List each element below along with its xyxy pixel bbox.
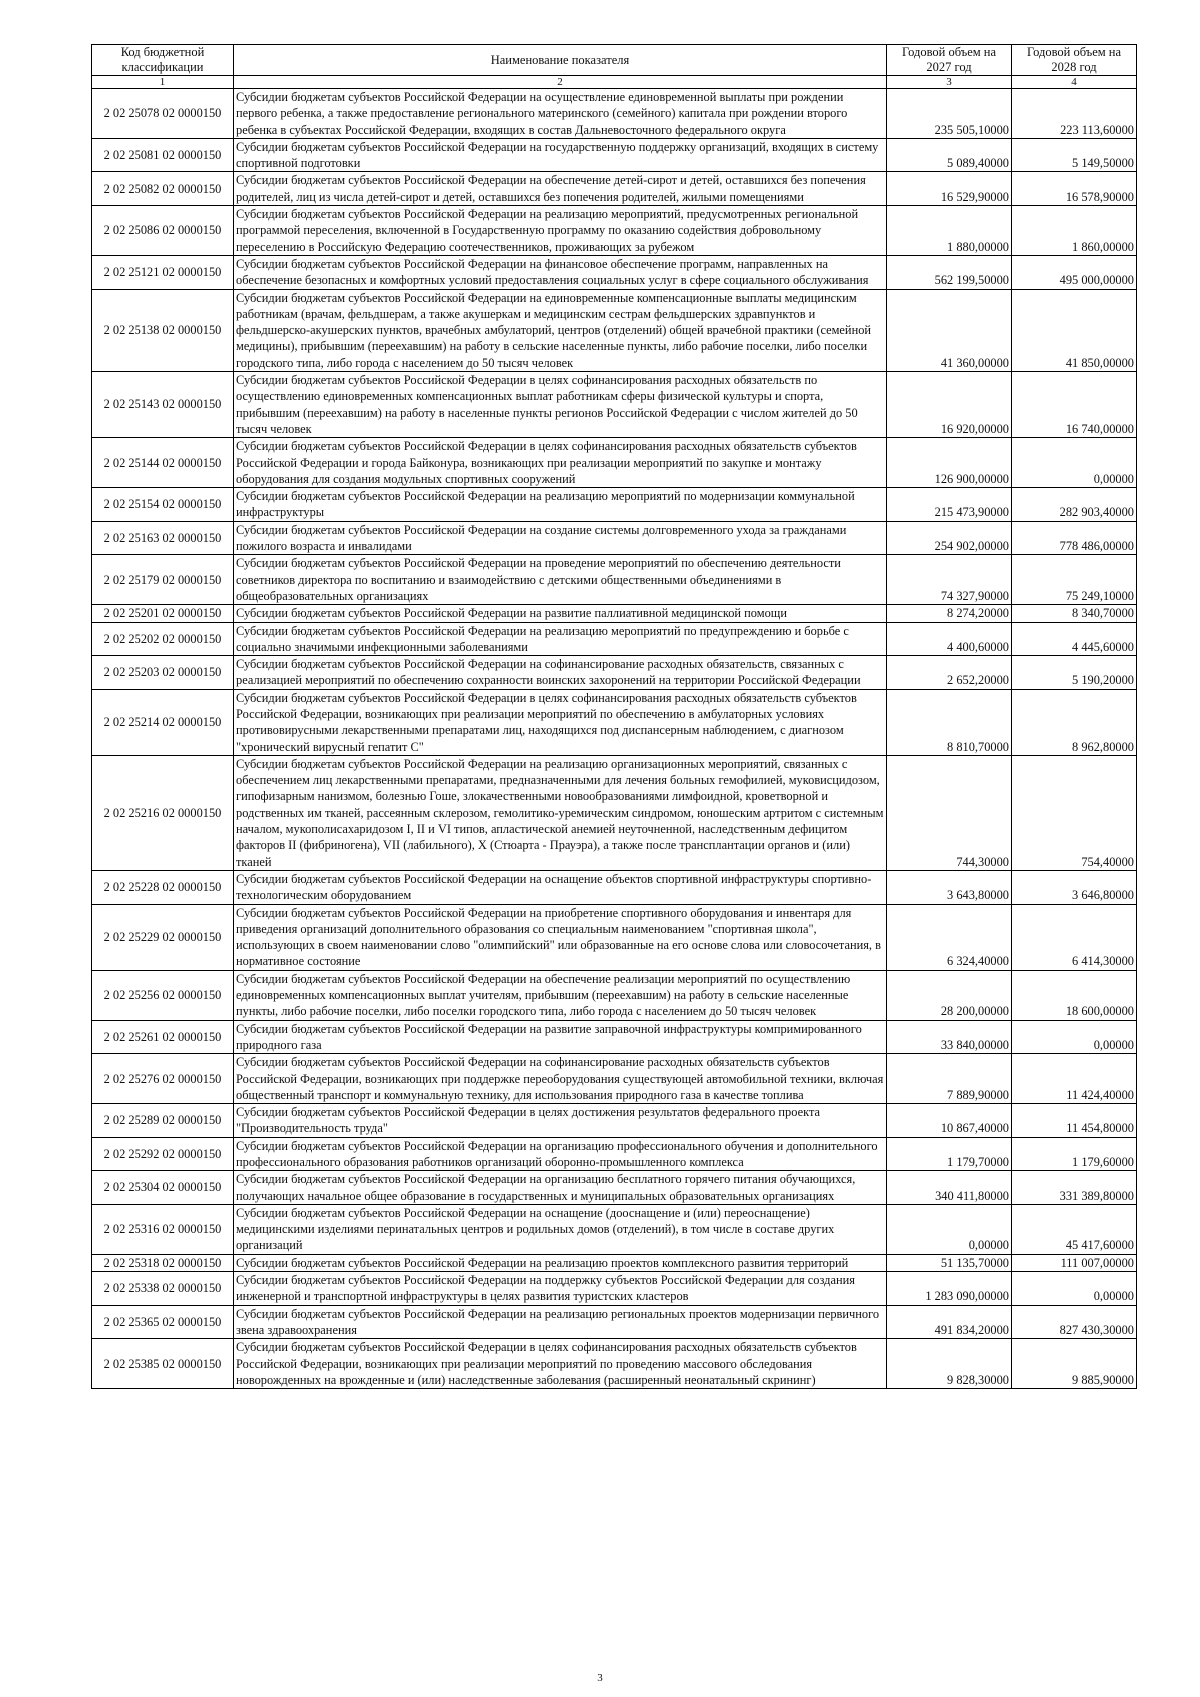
volume-2028-cell: 11 454,80000 <box>1012 1104 1137 1138</box>
volume-2028-cell: 827 430,30000 <box>1012 1305 1137 1339</box>
indicator-name-cell: Субсидии бюджетам субъектов Российской Федерации на проведение мероприятий по обеспечению деятельности советников директора по воспитанию и взаимодействию с детскими общественными объединениями в общеобразовательных организациях <box>234 555 887 605</box>
volume-2028-cell: 223 113,60000 <box>1012 89 1137 139</box>
indicator-name-cell: Субсидии бюджетам субъектов Российской Федерации в целях софинансирования расходных обязательств субъектов Российской Федерации и города Байконура, возникающих при реализации мероприятий по закупке и монтажу оборудования для создания модульных спортивных сооружений <box>234 438 887 488</box>
table-row <box>92 1137 1137 1171</box>
table-row <box>92 1204 1137 1254</box>
indicator-name-cell: Субсидии бюджетам субъектов Российской Федерации на реализацию региональных проектов модернизации первичного звена здравоохранения <box>234 1305 887 1339</box>
column-number: 3 <box>887 76 1012 89</box>
volume-2027-cell: 28 200,00000 <box>887 970 1012 1020</box>
column-number: 1 <box>92 76 234 89</box>
budget-code-cell: 2 02 25304 02 0000150 <box>92 1171 234 1205</box>
volume-2028-cell: 3 646,80000 <box>1012 870 1137 904</box>
budget-code-cell: 2 02 25086 02 0000150 <box>92 206 234 256</box>
budget-code-cell: 2 02 25385 02 0000150 <box>92 1339 234 1389</box>
volume-2028-cell: 8 962,80000 <box>1012 689 1137 755</box>
table-header <box>92 45 1137 89</box>
volume-2028-cell: 8 340,70000 <box>1012 605 1137 622</box>
volume-2027-cell: 8 810,70000 <box>887 689 1012 755</box>
budget-code-cell: 2 02 25256 02 0000150 <box>92 970 234 1020</box>
volume-2027-cell: 16 529,90000 <box>887 172 1012 206</box>
table-row <box>92 1339 1137 1389</box>
budget-code-cell: 2 02 25201 02 0000150 <box>92 605 234 622</box>
indicator-name-cell: Субсидии бюджетам субъектов Российской Федерации на развитие заправочной инфраструктуры компримированного природного газа <box>234 1020 887 1054</box>
budget-code-cell: 2 02 25214 02 0000150 <box>92 689 234 755</box>
table-row <box>92 89 1137 139</box>
table-row <box>92 521 1137 555</box>
budget-code-cell: 2 02 25082 02 0000150 <box>92 172 234 206</box>
volume-2027-cell: 9 828,30000 <box>887 1339 1012 1389</box>
budget-code-cell: 2 02 25143 02 0000150 <box>92 372 234 438</box>
budget-code-cell: 2 02 25216 02 0000150 <box>92 755 234 870</box>
volume-2027-cell: 254 902,00000 <box>887 521 1012 555</box>
indicator-name-cell: Субсидии бюджетам субъектов Российской Федерации на развитие паллиативной медицинской помощи <box>234 605 887 622</box>
volume-2027-cell: 744,30000 <box>887 755 1012 870</box>
budget-code-cell: 2 02 25179 02 0000150 <box>92 555 234 605</box>
table-row <box>92 970 1137 1020</box>
volume-2028-cell: 9 885,90000 <box>1012 1339 1137 1389</box>
indicator-name-cell: Субсидии бюджетам субъектов Российской Федерации на организацию профессионального обучения и дополнительного профессионального образования работников организаций оборонно-промышленного комплекса <box>234 1137 887 1171</box>
table-row <box>92 488 1137 522</box>
table-row <box>92 904 1137 970</box>
table-row <box>92 622 1137 656</box>
budget-code-cell: 2 02 25163 02 0000150 <box>92 521 234 555</box>
volume-2028-cell: 4 445,60000 <box>1012 622 1137 656</box>
budget-code-cell: 2 02 25144 02 0000150 <box>92 438 234 488</box>
budget-code-cell: 2 02 25229 02 0000150 <box>92 904 234 970</box>
budget-code-cell: 2 02 25078 02 0000150 <box>92 89 234 139</box>
table-row <box>92 605 1137 622</box>
volume-2028-cell: 45 417,60000 <box>1012 1204 1137 1254</box>
document-page <box>91 44 1136 1389</box>
volume-2028-cell: 111 007,00000 <box>1012 1254 1137 1271</box>
indicator-name-cell: Субсидии бюджетам субъектов Российской Федерации на поддержку субъектов Российской Федерации для создания инженерной и транспортной инфраструктуры в целях развития туристских кластеров <box>234 1272 887 1306</box>
volume-2028-cell: 5 149,50000 <box>1012 138 1137 172</box>
indicator-name-cell: Субсидии бюджетам субъектов Российской Федерации на оснащение (дооснащение и (или) переоснащение) медицинскими изделиями перинатальных центров и родильных домов (отделений), в том числе в составе других организаций <box>234 1204 887 1254</box>
budget-code-cell: 2 02 25289 02 0000150 <box>92 1104 234 1138</box>
budget-code-cell: 2 02 25318 02 0000150 <box>92 1254 234 1271</box>
volume-2027-cell: 1 880,00000 <box>887 206 1012 256</box>
page-number: 3 <box>597 1672 603 1684</box>
header-2027: Годовой объем на 2027 год <box>887 45 1012 76</box>
budget-code-cell: 2 02 25154 02 0000150 <box>92 488 234 522</box>
table-row <box>92 1104 1137 1138</box>
table-row <box>92 1054 1137 1104</box>
table-row <box>92 1305 1137 1339</box>
column-number: 4 <box>1012 76 1137 89</box>
table-row <box>92 1171 1137 1205</box>
indicator-name-cell: Субсидии бюджетам субъектов Российской Федерации в целях софинансирования расходных обязательств по осуществлению единовременных компенсационных выплат работникам сферы физической культуры и спорта, прибывшим (переехавшим) на работу в населенные пункты регионов Российской Федерации с числом жителей до 50 тысяч человек <box>234 372 887 438</box>
column-number: 2 <box>234 76 887 89</box>
indicator-name-cell: Субсидии бюджетам субъектов Российской Федерации на единовременные компенсационные выплаты медицинским работникам (врачам, фельдшерам, а также акушеркам и медицинским сестрам фельдшерских здравпунктов и фельдшерско-акушерских пунктов, врачебных амбулаторий, центров (отделений) общей врачебной практики (семейной медицины), прибывшим (переехавшим) на работу в сельские населенные пункты, либо рабочие поселки, либо поселки городского типа, либо города с населением до 50 тысяч человек <box>234 289 887 371</box>
indicator-name-cell: Субсидии бюджетам субъектов Российской Федерации на государственную поддержку организаций, входящих в систему спортивной подготовки <box>234 138 887 172</box>
volume-2028-cell: 0,00000 <box>1012 438 1137 488</box>
volume-2028-cell: 6 414,30000 <box>1012 904 1137 970</box>
header-2028: Годовой объем на 2028 год <box>1012 45 1137 76</box>
indicator-name-cell: Субсидии бюджетам субъектов Российской Федерации в целях софинансирования расходных обязательств субъектов Российской Федерации, возникающих при реализации мероприятий по обеспечению в амбулаторных условиях противовирусными лекарственными препаратами лиц, находящихся под диспансерным наблюдением, с диагнозом "хронический вирусный гепатит С" <box>234 689 887 755</box>
volume-2027-cell: 215 473,90000 <box>887 488 1012 522</box>
volume-2027-cell: 16 920,00000 <box>887 372 1012 438</box>
indicator-name-cell: Субсидии бюджетам субъектов Российской Федерации на приобретение спортивного оборудования и инвентаря для приведения организаций дополнительного образования со специальным наименованием "спортивная школа", использующих в своем наименовании слово "олимпийский" или образованные на его основе слова или словосочетания, в нормативное состояние <box>234 904 887 970</box>
table-row <box>92 1254 1137 1271</box>
volume-2028-cell: 11 424,40000 <box>1012 1054 1137 1104</box>
volume-2027-cell: 74 327,90000 <box>887 555 1012 605</box>
table-row <box>92 206 1137 256</box>
volume-2027-cell: 562 199,50000 <box>887 255 1012 289</box>
indicator-name-cell: Субсидии бюджетам субъектов Российской Федерации на софинансирование расходных обязательств, связанных с реализацией мероприятий по обеспечению сохранности воинских захоронений на территории Российской Федерации <box>234 656 887 690</box>
table-row <box>92 555 1137 605</box>
volume-2027-cell: 235 505,10000 <box>887 89 1012 139</box>
indicator-name-cell: Субсидии бюджетам субъектов Российской Федерации на создание системы долговременного ухода за гражданами пожилого возраста и инвалидами <box>234 521 887 555</box>
volume-2028-cell: 495 000,00000 <box>1012 255 1137 289</box>
volume-2028-cell: 5 190,20000 <box>1012 656 1137 690</box>
budget-code-cell: 2 02 25276 02 0000150 <box>92 1054 234 1104</box>
volume-2027-cell: 3 643,80000 <box>887 870 1012 904</box>
volume-2027-cell: 1 283 090,00000 <box>887 1272 1012 1306</box>
volume-2027-cell: 6 324,40000 <box>887 904 1012 970</box>
indicator-name-cell: Субсидии бюджетам субъектов Российской Федерации на финансовое обеспечение программ, направленных на обеспечение безопасных и комфортных условий предоставления социальных услуг в сфере социального обслуживания <box>234 255 887 289</box>
indicator-name-cell: Субсидии бюджетам субъектов Российской Федерации на оснащение объектов спортивной инфраструктуры спортивно-технологическим оборудованием <box>234 870 887 904</box>
volume-2028-cell: 41 850,00000 <box>1012 289 1137 371</box>
indicator-name-cell: Субсидии бюджетам субъектов Российской Федерации на организацию бесплатного горячего питания обучающихся, получающих начальное общее образование в государственных и муниципальных образовательных организациях <box>234 1171 887 1205</box>
volume-2027-cell: 340 411,80000 <box>887 1171 1012 1205</box>
table-row <box>92 656 1137 690</box>
table-row <box>92 870 1137 904</box>
volume-2028-cell: 18 600,00000 <box>1012 970 1137 1020</box>
volume-2027-cell: 0,00000 <box>887 1204 1012 1254</box>
volume-2027-cell: 5 089,40000 <box>887 138 1012 172</box>
table-row <box>92 438 1137 488</box>
budget-code-cell: 2 02 25338 02 0000150 <box>92 1272 234 1306</box>
table-row <box>92 138 1137 172</box>
volume-2028-cell: 16 740,00000 <box>1012 372 1137 438</box>
volume-2028-cell: 282 903,40000 <box>1012 488 1137 522</box>
volume-2028-cell: 0,00000 <box>1012 1020 1137 1054</box>
budget-code-cell: 2 02 25261 02 0000150 <box>92 1020 234 1054</box>
indicator-name-cell: Субсидии бюджетам субъектов Российской Федерации в целях достижения результатов федерального проекта "Производительность труда" <box>234 1104 887 1138</box>
volume-2028-cell: 754,40000 <box>1012 755 1137 870</box>
budget-code-cell: 2 02 25203 02 0000150 <box>92 656 234 690</box>
budget-code-cell: 2 02 25316 02 0000150 <box>92 1204 234 1254</box>
volume-2027-cell: 2 652,20000 <box>887 656 1012 690</box>
indicator-name-cell: Субсидии бюджетам субъектов Российской Федерации на обеспечение детей-сирот и детей, оставшихся без попечения родителей, лиц из числа детей-сирот и детей, оставшихся без попечения родителей, жилыми помещениями <box>234 172 887 206</box>
volume-2027-cell: 41 360,00000 <box>887 289 1012 371</box>
indicator-name-cell: Субсидии бюджетам субъектов Российской Федерации на реализацию проектов комплексного развития территорий <box>234 1254 887 1271</box>
indicator-name-cell: Субсидии бюджетам субъектов Российской Федерации на реализацию мероприятий по предупреждению и борьбе с социально значимыми инфекционными заболеваниями <box>234 622 887 656</box>
indicator-name-cell: Субсидии бюджетам субъектов Российской Федерации на реализацию мероприятий по модернизации коммунальной инфраструктуры <box>234 488 887 522</box>
header-code: Код бюджетной классификации <box>92 45 234 76</box>
indicator-name-cell: Субсидии бюджетам субъектов Российской Федерации на софинансирование расходных обязательств субъектов Российской Федерации, возникающих при поддержке переоборудования существующей автомобильной техники, включая общественный транспорт и коммунальную технику, для использования природного газа в качестве топлива <box>234 1054 887 1104</box>
indicator-name-cell: Субсидии бюджетам субъектов Российской Федерации на осуществление единовременной выплаты при рождении первого ребенка, а также предоставление регионального материнского (семейного) капитала при рождении второго ребенка в субъектах Российской Федерации, входящих в состав Дальневосточного федерального округа <box>234 89 887 139</box>
budget-code-cell: 2 02 25292 02 0000150 <box>92 1137 234 1171</box>
budget-table <box>91 44 1137 1389</box>
table-row <box>92 689 1137 755</box>
table-row <box>92 255 1137 289</box>
volume-2028-cell: 1 179,60000 <box>1012 1137 1137 1171</box>
table-body <box>92 89 1137 1389</box>
table-row <box>92 1020 1137 1054</box>
table-row <box>92 289 1137 371</box>
volume-2027-cell: 10 867,40000 <box>887 1104 1012 1138</box>
table-row <box>92 172 1137 206</box>
budget-code-cell: 2 02 25121 02 0000150 <box>92 255 234 289</box>
indicator-name-cell: Субсидии бюджетам субъектов Российской Федерации на реализацию мероприятий, предусмотренных региональной программой переселения, включенной в Государственную программу по оказанию содействия добровольному переселению в Российскую Федерацию соотечественников, проживающих за рубежом <box>234 206 887 256</box>
header-name: Наименование показателя <box>234 45 887 76</box>
volume-2027-cell: 1 179,70000 <box>887 1137 1012 1171</box>
budget-code-cell: 2 02 25365 02 0000150 <box>92 1305 234 1339</box>
volume-2028-cell: 778 486,00000 <box>1012 521 1137 555</box>
volume-2028-cell: 16 578,90000 <box>1012 172 1137 206</box>
indicator-name-cell: Субсидии бюджетам субъектов Российской Федерации на реализацию организационных мероприятий, связанных с обеспечением лиц лекарственными препаратами, предназначенными для лечения больных гемофилией, муковисцидозом, гипофизарным нанизмом, болезнью Гоше, злокачественными новообразованиями лимфоидной, кроветворной и родственных им тканей, рассеянным склерозом, гемолитико-уремическим синдромом, юношеским артритом с системным началом, мукополисахаридозом I, II и VI типов, апластической анемией неуточненной, наследственным дефицитом факторов II (фибриногена), VII (лабильного), X (Стюарта - Прауэра), а также после трансплантации органов и (или) тканей <box>234 755 887 870</box>
budget-code-cell: 2 02 25202 02 0000150 <box>92 622 234 656</box>
table-row <box>92 755 1137 870</box>
indicator-name-cell: Субсидии бюджетам субъектов Российской Федерации на обеспечение реализации мероприятий по осуществлению единовременных компенсационных выплат учителям, прибывшим (переехавшим) на работу в сельские населенные пункты, либо рабочие поселки, либо поселки городского типа, либо города с населением до 50 тысяч человек <box>234 970 887 1020</box>
volume-2027-cell: 126 900,00000 <box>887 438 1012 488</box>
table-row <box>92 372 1137 438</box>
volume-2028-cell: 331 389,80000 <box>1012 1171 1137 1205</box>
table-row <box>92 1272 1137 1306</box>
indicator-name-cell: Субсидии бюджетам субъектов Российской Федерации в целях софинансирования расходных обязательств субъектов Российской Федерации, возникающих при реализации мероприятий по проведению массового обследования новорожденных на врожденные и (или) наследственные заболевания (расширенный неонатальный скрининг) <box>234 1339 887 1389</box>
volume-2027-cell: 8 274,20000 <box>887 605 1012 622</box>
budget-code-cell: 2 02 25228 02 0000150 <box>92 870 234 904</box>
volume-2028-cell: 0,00000 <box>1012 1272 1137 1306</box>
volume-2027-cell: 51 135,70000 <box>887 1254 1012 1271</box>
volume-2027-cell: 491 834,20000 <box>887 1305 1012 1339</box>
volume-2028-cell: 1 860,00000 <box>1012 206 1137 256</box>
volume-2028-cell: 75 249,10000 <box>1012 555 1137 605</box>
budget-code-cell: 2 02 25081 02 0000150 <box>92 138 234 172</box>
budget-code-cell: 2 02 25138 02 0000150 <box>92 289 234 371</box>
volume-2027-cell: 7 889,90000 <box>887 1054 1012 1104</box>
volume-2027-cell: 4 400,60000 <box>887 622 1012 656</box>
volume-2027-cell: 33 840,00000 <box>887 1020 1012 1054</box>
